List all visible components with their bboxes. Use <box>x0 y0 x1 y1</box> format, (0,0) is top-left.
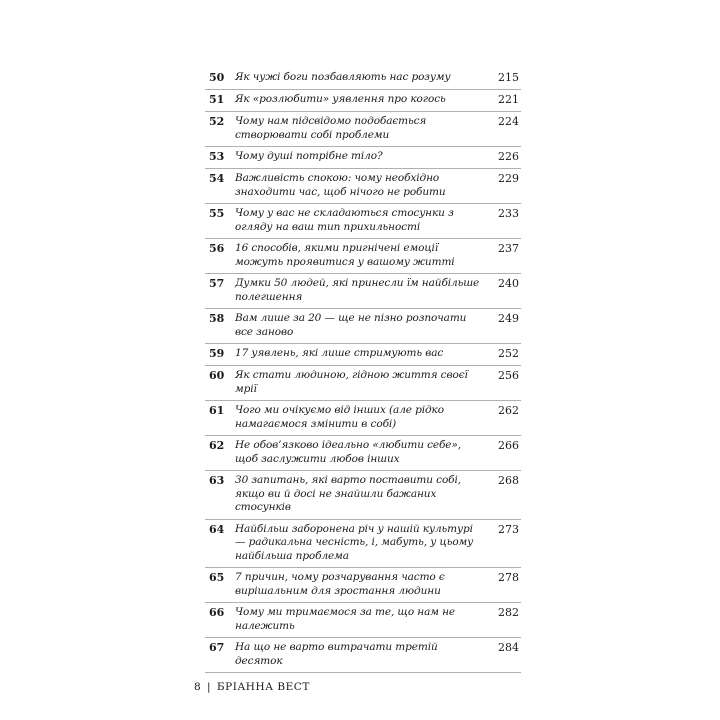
toc-entry-number: 65 <box>209 571 225 584</box>
toc-entry <box>205 401 521 436</box>
toc-entry <box>205 638 521 673</box>
page-footer <box>194 681 310 693</box>
toc-entry-title: Чого ми очікуємо від інших (але рідко намагаємося змінити в собі) <box>235 404 444 430</box>
toc-entry-page: 224 <box>498 115 519 128</box>
toc-entry-page: 249 <box>498 312 519 325</box>
toc-entry-title: Чому нам підсвідомо подобається створювати собі проблеми <box>235 115 427 141</box>
toc-entry-number: 51 <box>209 93 225 106</box>
toc-entry-title: Як чужі боги позбавляють нас розуму <box>235 71 451 83</box>
table-of-contents <box>205 68 521 673</box>
toc-entry-title: Чому у вас не складаються стосунки з огляду на ваш тип прихильності <box>235 207 454 233</box>
toc-entry-number: 62 <box>209 439 225 452</box>
toc-entry-title: 16 способів, якими пригнічені емоції можуть проявитися у вашому житті <box>235 242 455 268</box>
toc-entry-number: 59 <box>209 347 225 360</box>
toc-entry-title: Найбільш заборонена річ у нашій культурі — радикальна чесність, і, мабуть, у цьому найбільша проблема <box>235 522 474 562</box>
toc-entry-page: 284 <box>498 641 519 654</box>
toc-entry-number: 61 <box>209 404 225 417</box>
toc-entry-title: Думки 50 людей, які принесли їм найбільше полегшення <box>235 277 480 303</box>
toc-entry-number: 58 <box>209 312 225 325</box>
toc-entry-number: 53 <box>209 150 225 163</box>
toc-entry-page: 233 <box>498 207 519 220</box>
toc-entry-number: 52 <box>209 115 225 128</box>
toc-entry-page: 256 <box>498 369 519 382</box>
toc-entry <box>205 471 521 520</box>
toc-entry <box>205 68 521 90</box>
toc-entry-number: 64 <box>209 522 225 536</box>
toc-entry <box>205 169 521 204</box>
toc-entry-page: 282 <box>498 606 519 619</box>
toc-entry-page: 237 <box>498 242 519 255</box>
toc-entry <box>205 274 521 309</box>
toc-entry-number: 56 <box>209 242 225 255</box>
toc-entry-number: 63 <box>209 474 225 487</box>
toc-entry <box>205 568 521 603</box>
toc-entry <box>205 147 521 169</box>
toc-entry-title: Як стати людиною, гідною життя своєї мрії <box>235 369 468 395</box>
toc-entry-page: 215 <box>498 71 519 84</box>
toc-entry-page: 273 <box>498 522 519 536</box>
toc-entry <box>205 309 521 344</box>
toc-entry-title: Як «розлюбити» уявлення про когось <box>235 93 446 105</box>
footer-author: БРІАННА ВЕСТ <box>216 681 310 693</box>
toc-entry-page: 252 <box>498 347 519 360</box>
toc-entry <box>205 436 521 471</box>
toc-entry-title: Важливість спокою: чому необхідно знаходити час, щоб нічого не робити <box>235 172 446 198</box>
footer-page-number: 8 <box>194 681 202 693</box>
toc-entry-title: Чому ми тримаємося за те, що нам не належить <box>235 606 456 632</box>
toc-entry-title: Чому душі потрібне тіло? <box>235 150 383 162</box>
toc-entry-page: 229 <box>498 172 519 185</box>
toc-entry-number: 50 <box>209 71 225 84</box>
toc-entry-number: 55 <box>209 207 225 220</box>
toc-entry-number: 60 <box>209 369 225 382</box>
toc-entry <box>205 204 521 239</box>
toc-entry-number: 57 <box>209 277 225 290</box>
toc-entry-page: 240 <box>498 277 519 290</box>
toc-entry <box>205 112 521 147</box>
toc-entry <box>205 344 521 366</box>
toc-entry <box>205 603 521 638</box>
toc-entry-page: 221 <box>498 93 519 106</box>
toc-entry-number: 67 <box>209 641 225 654</box>
footer-separator: | <box>207 681 212 693</box>
toc-entry-page: 266 <box>498 439 519 452</box>
toc-entry-title: 30 запитань, які варто поставити собі, якщо ви й досі не знайшли бажаних стосунків <box>235 474 461 513</box>
toc-entry <box>205 520 521 569</box>
toc-entry-page: 278 <box>498 571 519 584</box>
toc-entry-number: 66 <box>209 606 225 619</box>
toc-entry-title: На що не варто витрачати третій десяток <box>235 641 438 667</box>
toc-entry-page: 268 <box>498 474 519 487</box>
toc-entry-title: 7 причин, чому розчарування часто є вирішальним для зростання людини <box>235 571 445 597</box>
toc-entry-title: 17 уявлень, які лише стримують вас <box>235 347 444 359</box>
toc-entry <box>205 90 521 112</box>
toc-entry-page: 226 <box>498 150 519 163</box>
toc-entry-page: 262 <box>498 404 519 417</box>
toc-entry <box>205 366 521 401</box>
toc-entry-title: Вам лише за 20 — ще не пізно розпочати все заново <box>235 312 467 338</box>
toc-entry-number: 54 <box>209 172 225 185</box>
toc-entry <box>205 239 521 274</box>
toc-entry-title: Не обов’язково ідеально «любити себе», щоб заслужити любов інших <box>235 439 461 465</box>
